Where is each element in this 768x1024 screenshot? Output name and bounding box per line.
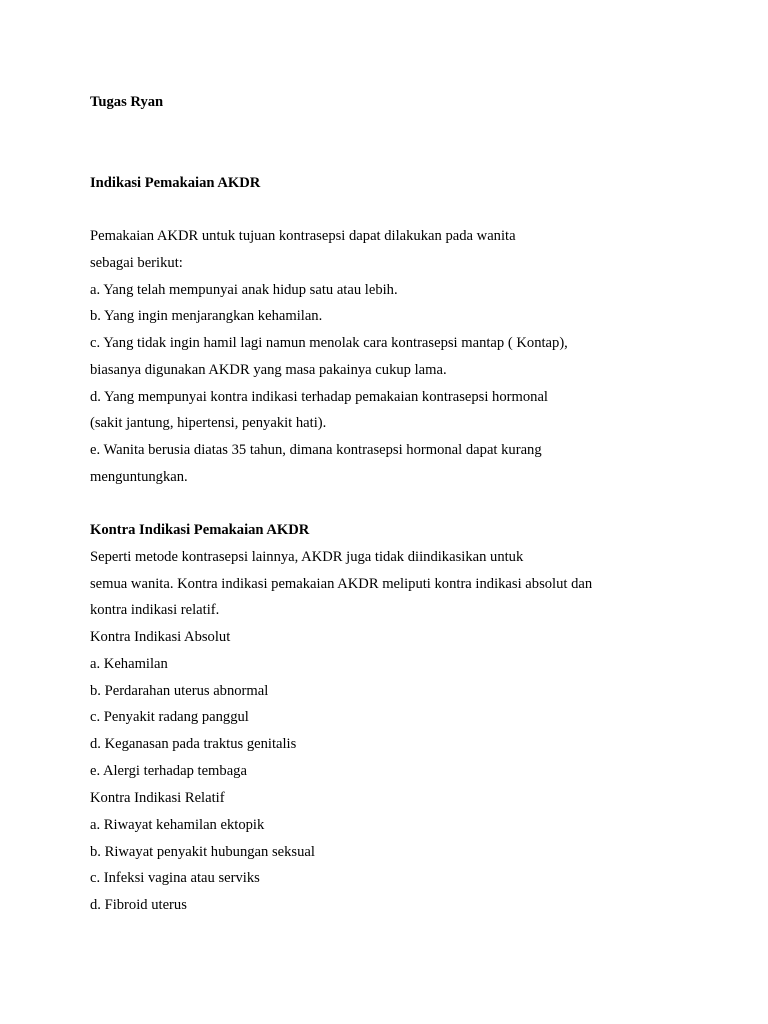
section-heading-indikasi: Indikasi Pemakaian AKDR (90, 175, 261, 191)
list-item: a. Kehamilan (90, 656, 168, 672)
paragraph-line: semua wanita. Kontra indikasi pemakaian AKDR meliputi kontra indikasi absolut dan (90, 576, 593, 592)
list-item: d. Fibroid uterus (90, 897, 187, 913)
list-item-continuation: menguntungkan. (90, 469, 188, 485)
list-item-continuation: biasanya digunakan AKDR yang masa pakainya cukup lama. (90, 362, 447, 378)
list-item: b. Yang ingin menjarangkan kehamilan. (90, 308, 323, 324)
subheading-relatif: Kontra Indikasi Relatif (90, 790, 225, 806)
list-item: d. Yang mempunyai kontra indikasi terhadap pemakaian kontrasepsi hormonal (90, 389, 548, 405)
list-item: b. Riwayat penyakit hubungan seksual (90, 844, 315, 860)
list-item: b. Perdarahan uterus abnormal (90, 683, 269, 699)
list-item: d. Keganasan pada traktus genitalis (90, 736, 297, 752)
list-item: c. Yang tidak ingin hamil lagi namun menolak cara kontrasepsi mantap ( Kontap), (90, 335, 568, 351)
list-item: e. Alergi terhadap tembaga (90, 763, 247, 779)
list-item: a. Riwayat kehamilan ektopik (90, 817, 265, 833)
list-item: e. Wanita berusia diatas 35 tahun, dimana kontrasepsi hormonal dapat kurang (90, 442, 542, 458)
subheading-absolut: Kontra Indikasi Absolut (90, 629, 231, 645)
list-item: c. Penyakit radang panggul (90, 709, 249, 725)
list-item-continuation: (sakit jantung, hipertensi, penyakit hati). (90, 415, 327, 431)
document-title: Tugas Ryan (90, 94, 164, 110)
paragraph-line: Seperti metode kontrasepsi lainnya, AKDR juga tidak diindikasikan untuk (90, 549, 524, 565)
paragraph-line: Pemakaian AKDR untuk tujuan kontrasepsi dapat dilakukan pada wanita (90, 228, 516, 244)
paragraph-line: kontra indikasi relatif. (90, 602, 220, 618)
list-item: a. Yang telah mempunyai anak hidup satu atau lebih. (90, 282, 398, 298)
section-heading-kontra-indikasi: Kontra Indikasi Pemakaian AKDR (90, 522, 310, 538)
paragraph-line: sebagai berikut: (90, 255, 183, 271)
list-item: c. Infeksi vagina atau serviks (90, 870, 260, 886)
